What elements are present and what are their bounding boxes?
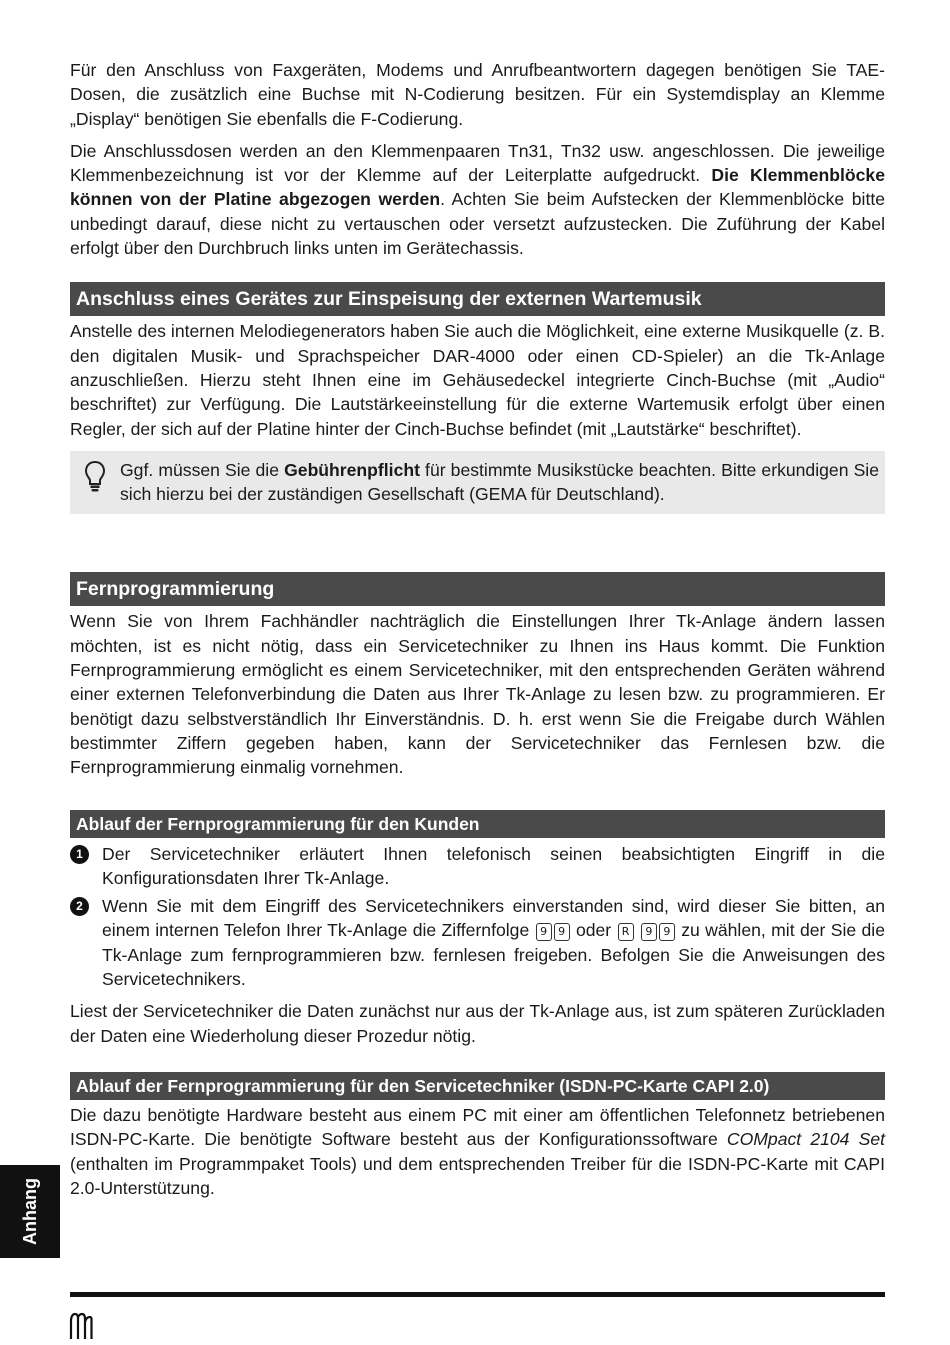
section-heading-technician: Ablauf der Fernprogrammierung für den Servicetechniker (ISDN-PC-Karte CAPI 2.0) [70, 1072, 885, 1100]
side-tab [0, 1165, 60, 1258]
section-heading-remote: Fernprogrammierung [70, 572, 885, 606]
key-9: 9 [641, 923, 657, 941]
list-item [70, 842, 885, 891]
hint-box [70, 451, 885, 515]
section-heading-music: Anschluss eines Gerätes zur Einspeisung der externen Wartemusik [70, 282, 885, 316]
page-content [70, 58, 885, 1200]
step-text-2: Wenn Sie mit dem Eingriff des Servicetechnikers einverstanden sind, wird dieser Sie bitten, an einem internen Telefon Ihrer Tk-Anlage die Ziffernfolge 9 9 oder R 9 9 zu wählen, mit der Sie die Tk-Anlage zum fernprogrammieren bzw. fernlesen freigeben. Befolgen Sie die Anweisungen des Servicetechnikers. [102, 896, 885, 990]
intro-paragraph-1: Für den Anschluss von Faxgeräten, Modems und Anrufbeantwortern dagegen benötigen Sie TAE-Dosen, die zusätzlich eine Buchse mit N-Codierung besitzen. Für ein Systemdisplay an Klemme „Display“ benötigen Sie ebenfalls die F-Codierung. [70, 60, 885, 129]
key-9: 9 [659, 923, 675, 941]
step-number-2: 2 [70, 897, 89, 916]
music-paragraph: Anstelle des internen Melodiegenerators haben Sie auch die Möglichkeit, eine externe Musikquelle (z. B. den digitalen Musik- und Sprachspeicher DAR-4000 oder einen CD-Spieler) an die Tk-Anlage anzuschließen. Hierzu steht Ihnen eine im Gehäusedeckel integrierte Cinch-Buchse (mit „Audio“ beschriftet) zur Verfügung. Die Lautstärkeeinstellung für die externe Wartemusik erfolgt über einen Regler, der sich auf der Platine hinter der Cinch-Buchse befindet (mit „Lautstärke“ beschriftet). [70, 321, 885, 439]
software-name: COMpact 2104 Set [726, 1129, 886, 1150]
side-tab-label: Anhang [19, 1178, 40, 1245]
key-9: 9 [536, 923, 552, 941]
customer-paragraph: Liest der Servicetechniker die Daten zunächst nur aus der Tk-Anlage aus, ist zum späteren Zurückladen der Daten eine Wiederholung dieser Prozedur nötig. [70, 1001, 885, 1046]
step-text-1: Der Servicetechniker erläutert Ihnen telefonisch seinen beabsichtigten Eingriff in die Konfigurationsdaten Ihrer Tk-Anlage. [102, 843, 885, 888]
lightbulb-icon [70, 458, 120, 507]
hint-text: Ggf. müssen Sie die Gebührenpflicht für bestimmte Musikstücke beachten. Bitte erkundigen Sie sich hierzu bei der zuständigen Gesellschaft (GEMA für Deutschland). [120, 459, 879, 505]
remote-paragraph: Wenn Sie von Ihrem Fachhändler nachträglich die Einstellungen Ihrer Tk-Anlage ändern lassen möchten, ist es nicht nötig, dass ein Servicetechniker zu Ihnen ins Haus kommt. Die Funktion Fernprogrammierung ermöglicht es einem Servicetechniker, mit den entsprechenden Geräten während einer externen Telefonverbindung die Daten aus Ihrer Tk-Anlage zu lesen bzw. zu programmieren. Er benötigt dazu selbstverständlich Ihr Einverständnis. D. h. erst wenn Sie die Freigabe durch Wählen bestimmter Ziffern gegeben haben, kann der Servicetechniker das Fernlesen bzw. die Fernprogrammierung einmalig vornehmen. [70, 611, 885, 778]
intro-paragraph-2: Die Anschlussdosen werden an den Klemmenpaaren Tn31, Tn32 usw. angeschlossen. Die jeweilige Klemmenbezeichnung ist vor der Klemme auf der Leiterplatte aufgedruckt. Die Klemmenblöcke können von der Platine abgezogen werden. Achten Sie beim Aufstecken der Klemmenblöcke bitte unbedingt darauf, diese nicht zu vertauschen oder versetzt aufzustecken. Die Zuführung der Kabel erfolgt über den Durchbruch links unten im Gerätechassis. [70, 140, 886, 259]
section-heading-customer: Ablauf der Fernprogrammierung für den Kunden [70, 810, 885, 838]
technician-paragraph: Die dazu benötigte Hardware besteht aus einem PC mit einer am öffentlichen Telefonnetz betriebenen ISDN-PC-Karte. Die benötigte Software besteht aus der Konfigurationssoftware COMpact 2104 Set (enthalten im Programmpaket Tools) und dem entsprechenden Treiber für die ISDN-PC-Karte mit CAPI 2.0-Unterstützung. [70, 1104, 886, 1198]
list-item [70, 894, 885, 991]
footer-rule [70, 1292, 885, 1297]
key-9: 9 [554, 923, 570, 941]
intro-bold-note: Die Klemmenblöcke können von der Platine abgezogen werden [70, 165, 885, 210]
key-r: R [618, 923, 634, 941]
step-number-1: 1 [70, 845, 89, 864]
page-number-glyph [69, 1312, 93, 1345]
